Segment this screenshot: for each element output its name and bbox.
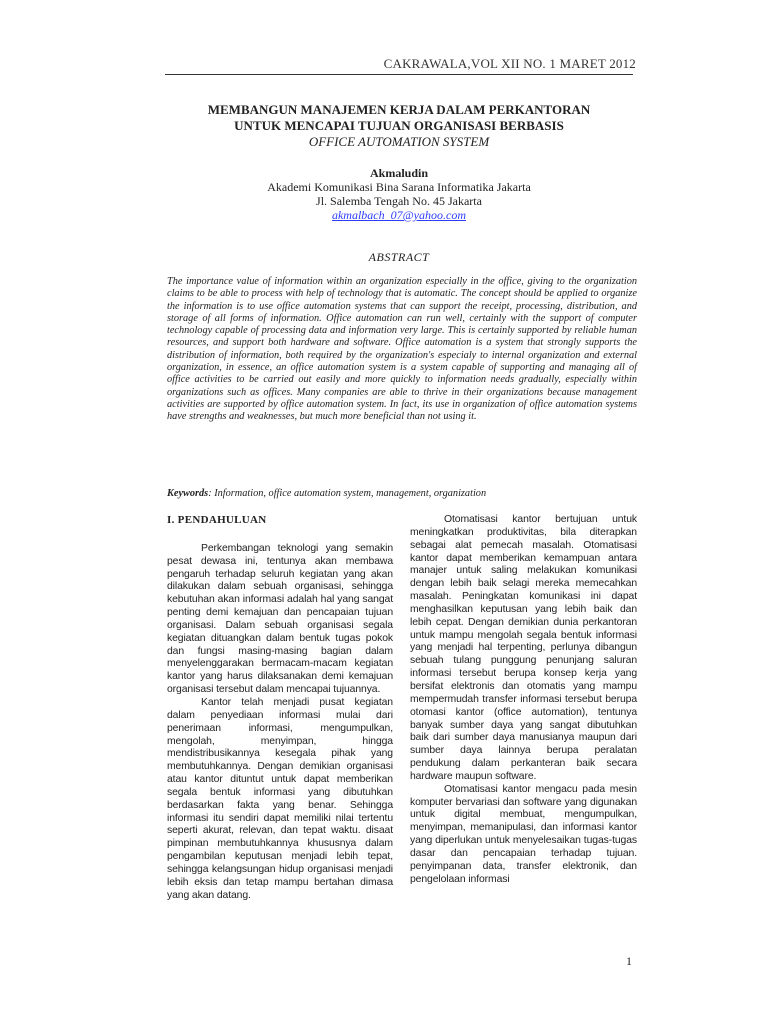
left-paragraph-1: Perkembangan teknologi yang semakin pesat dewasa ini, tentunya akan membawa pengaruh terhadap seluruh kegiatan yang akan dilakukan dalam sebuah organisasi, sehingga kebutuhan akan informasi adalah hal yang sangat penting demi kemajuan dan pencapaian tujuan organisasi. Dalam sebuah organisasi segala kegiatan dituangkan dalam bentuk tugas pokok dan fungsi masing-masing bagian dalam menyelenggarakan bermacam-macam kegiatan kantor yang harus dilaksanakan demi kemajuan organisasi tersebut dalam mencapai tujuannya. xyxy=(167,542,393,696)
author-affiliation: Akademi Komunikasi Bina Sarana Informatika Jakarta xyxy=(267,180,531,194)
section-heading: I. PENDAHULUAN xyxy=(167,514,267,526)
paper-title xyxy=(150,102,648,150)
page-number: 1 xyxy=(626,954,632,968)
keywords-line xyxy=(167,488,637,499)
keywords-text: : Information, office automation system, management, organization xyxy=(208,488,487,499)
running-head: CAKRAWALA,VOL XII NO. 1 MARET 2012 xyxy=(383,56,636,71)
abstract-text: The importance value of information within an organization especially in the office, giving to the organization claims to be able to process with help of technology that is automatic. The concept should be applied to organize the information is to use office automation systems that can support the receipt, processing, distribution, and storage of all forms of information. Office automation can run well, certainly with the support of computer technology capable of processing data and information very large. This is certainly supported by reliable human resources, and support both hardware and software. Office automation is a system that strongly supports the distribution of information, both required by the organization's especialy to internal organization and external organization, in essence, an office automation system is a system capable of supporting and managing all of office activities to be carried out easily and more quickly to information needs gradually, especially within organizations such as offices. Many companies are able to thrive in their organizations because management activities are supported by office automation system. In fact, its use in organization of office automation systems have strengths and weaknesses, but much more beneficial than not using it. xyxy=(167,276,637,423)
right-paragraph-1: Otomatisasi kantor bertujuan untuk meningkatkan produktivitas, bila diterapkan sebagai alat pemecah masalah. Otomatisasi kantor dapat memberikan kemampuan antara manajer untuk saling melakukan komunikasi dengan lebih baik selagi mereka memecahkan masalah. Peningkatan komunikasi ini dapat menghasilkan keputusan yang lebih baik dan lebih cepat. Dengan demikian dunia perkantoran untuk mampu mengolah segala bentuk informasi yang menjadi hal terpenting, perlunya dibangun sebuah tulang punggung penunjang saluran informasi tersebut berupa konsep kerja yang bersifat elektronis dan otomatis yang mampu mempermudah transfer informasi tersebut berupa otomasi kantor (office automation), tentunya banyak sumber daya yang sangat dibutuhkan baik dari sumber daya manusianya maupun dari sumber daya lainnya berupa peralatan pendukung dalam perkanteran baik secara hardware maupun software. xyxy=(410,514,637,782)
keywords-label: Keywords xyxy=(167,488,209,499)
header-rule xyxy=(165,74,633,75)
left-column xyxy=(167,514,393,902)
author-email-link[interactable]: akmalbach_07@yahoo.com xyxy=(331,208,466,222)
right-column xyxy=(410,514,637,886)
author-block xyxy=(150,166,648,222)
title-line-3: OFFICE AUTOMATION SYSTEM xyxy=(308,134,490,149)
author-address: Jl. Salemba Tengah No. 45 Jakarta xyxy=(316,194,482,208)
right-paragraph-2: Otomatisasi kantor mengacu pada mesin komputer bervariasi dan software yang digunakan untuk digital membuat, mengumpulkan, menyimpan, memanipulasi, dan informasi kantor yang diperlukan untuk menyelesaikan tugas-tugas dasar dan pencapaian terhadap tujuan. penyimpanan data, transfer elektronik, dan pengelolaan informasi xyxy=(410,783,637,885)
abstract-heading: ABSTRACT xyxy=(368,250,430,264)
left-paragraph-2: Kantor telah menjadi pusat kegiatan dalam penyediaan informasi mulai dari penerimaan informasi, mengumpulkan, mengolah, menyimpan, hingga mendistribusikannya kesegala pihak yang membutuhkannya. Dengan demikian organisasi atau kantor dituntut untuk dapat memberikan segala bentuk informasi yang dibutuhkan berdasarkan fakta yang benar. Sehingga informasi itu sendiri dapat memiliki nilai tertentu seperti akurat, relevan, dan tepat waktu. disaat pimpinan membutuhkannya khususnya dalam pengambilan keputusan menjadi lebih tepat, sehingga kelangsungan hidup organisasi menjadi lebih eksis dan tetap mampu bertahan dimasa yang akan datang. xyxy=(167,696,393,901)
title-line-2: UNTUK MENCAPAI TUJUAN ORGANISASI BERBASIS xyxy=(234,118,564,133)
author-name: Akmaludin xyxy=(369,166,429,180)
title-line-1: MEMBANGUN MANAJEMEN KERJA DALAM PERKANTORAN xyxy=(207,102,591,117)
